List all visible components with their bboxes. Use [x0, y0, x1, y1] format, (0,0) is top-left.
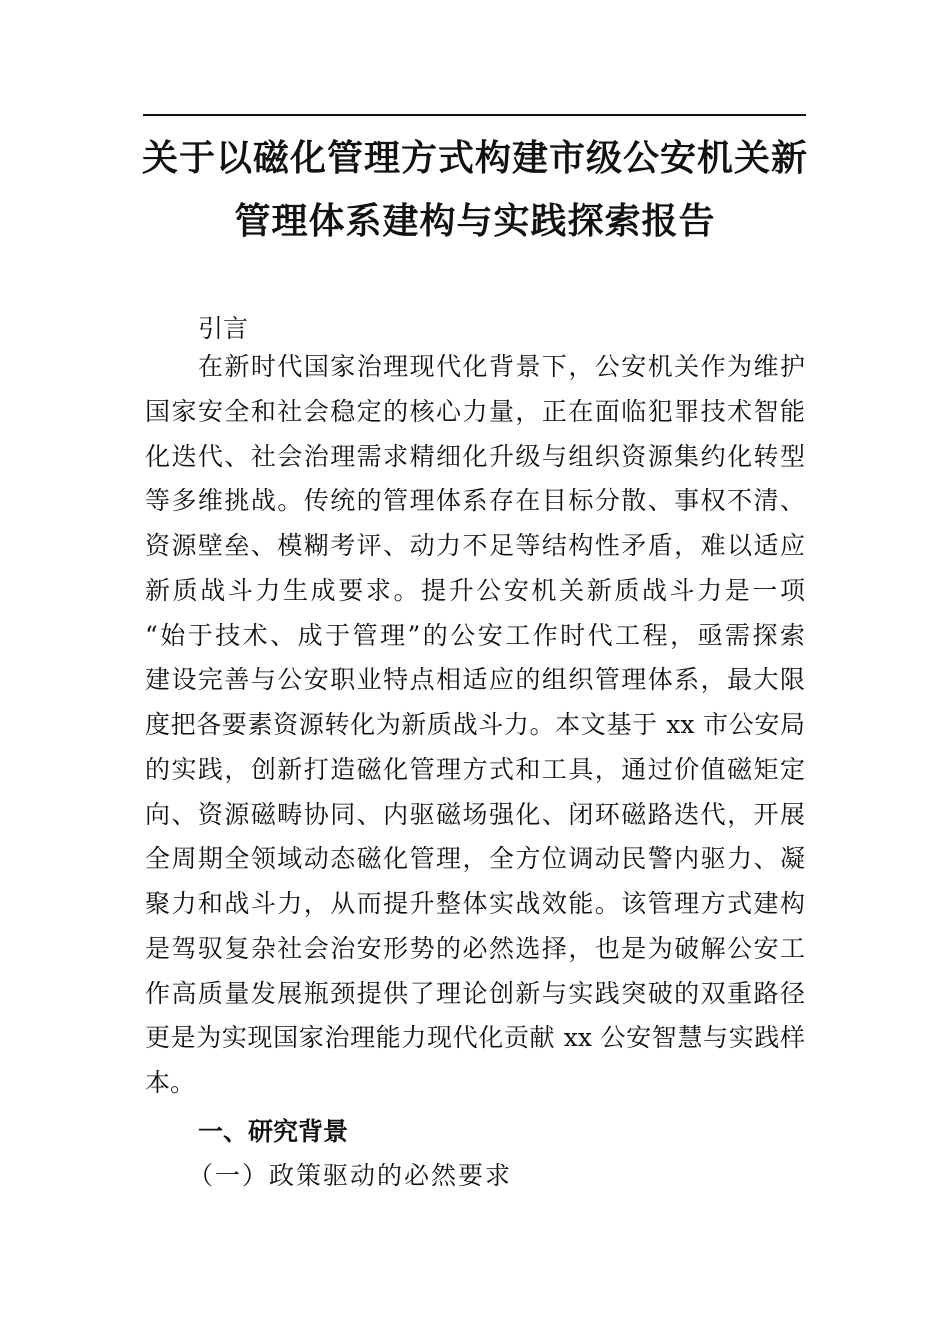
document-title-line-1: 关于以磁化管理方式构建市级公安机关新 — [141, 137, 808, 179]
subsection-heading: （一）政策驱动的必然要求 — [188, 1161, 513, 1190]
paragraph-line: 本。 — [145, 1068, 196, 1097]
intro-paragraph — [145, 345, 805, 1106]
section-heading: 一、研究背景 — [198, 1117, 349, 1146]
paragraph-line: 资源壁垒、模糊考评、动力不足等结构性矛盾，难以适应 — [145, 531, 805, 560]
paragraph-line: 聚力和战斗力，从而提升整体实战效能。该管理方式建构 — [145, 889, 805, 918]
paragraph-line: 更是为实现国家治理能力现代化贡献 xx 公安智慧与实践样 — [145, 1023, 805, 1053]
paragraph-line: 作高质量发展瓶颈提供了理论创新与实践突破的双重路径 — [145, 978, 805, 1008]
paragraph-line: 在新时代国家治理现代化背景下，公安机关作为维护 — [198, 352, 805, 381]
paragraph-line: 全周期全领域动态磁化管理，全方位调动民警内驱力、凝 — [145, 844, 805, 874]
paragraph-line: 度把各要素资源转化为新质战斗力。本文基于 xx 市公安局 — [145, 710, 805, 739]
paragraph-line: 新质战斗力生成要求。提升公安机关新质战斗力是一项 — [145, 575, 805, 605]
paragraph-line: 国家安全和社会稳定的核心力量，正在面临犯罪技术智能 — [145, 396, 805, 426]
header-rule — [143, 114, 806, 116]
paragraph-line: 的实践，创新打造磁化管理方式和工具，通过价值磁矩定 — [145, 754, 805, 784]
paragraph-line: 化迭代、社会治理需求精细化升级与组织资源集约化转型 — [145, 441, 805, 471]
paragraph-line: 等多维挑战。传统的管理体系存在目标分散、事权不清、 — [145, 486, 805, 516]
intro-heading: 引言 — [198, 314, 249, 343]
document-title-line-2: 管理体系建构与实践探索报告 — [234, 200, 716, 242]
paragraph-line: 向、资源磁畴协同、内驱磁场强化、闭环磁路迭代，开展 — [145, 799, 805, 829]
paragraph-line: 建设完善与公安职业特点相适应的组织管理体系，最大限 — [145, 665, 805, 695]
paragraph-line: 是驾驭复杂社会治安形势的必然选择，也是为破解公安工 — [145, 933, 805, 963]
paragraph-line: “始于技术、成于管理”的公安工作时代工程，亟需探索 — [145, 620, 805, 650]
